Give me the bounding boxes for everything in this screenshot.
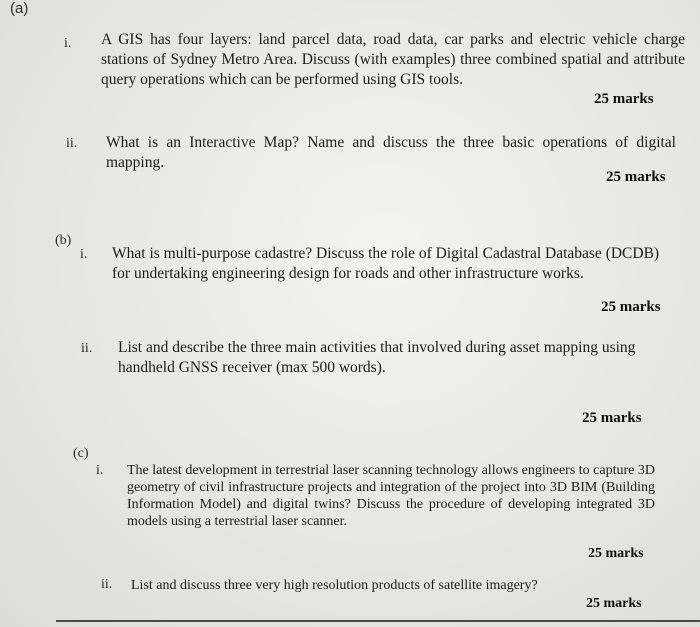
part-c-q2-marks: 25 marks: [586, 596, 642, 611]
part-b-q1-number: i.: [80, 247, 88, 262]
part-c-q1-text: The latest development in terrestrial laser scanning technology allows engineers to capture 3D geometry of civil infrastructure projects and integration of the project into 3D BIM (Building Information Model) and digital twins? Discuss the procedure of developing integrated 3D models using a terrestrial laser scanner.: [127, 463, 655, 529]
part-c-q1-marks: 25 marks: [588, 546, 644, 561]
part-a-q2-marks: 25 marks: [606, 169, 666, 185]
part-b-q1-marks: 25 marks: [601, 299, 661, 315]
part-b-q1-text: What is multi-purpose cadastre? Discuss the role of Digital Cadastral Database (DCDB) for undertaking engineering design for roads and other infrastructure works.: [112, 245, 660, 282]
part-c-q2-number: ii.: [101, 577, 113, 592]
part-b-q2-text: List and describe the three main activities that involved during asset mapping using handheld GNSS receiver (max 500 words).: [118, 339, 636, 376]
part-a-q1-marks: 25 marks: [594, 91, 654, 107]
part-c-q1-number: i.: [96, 463, 104, 478]
part-b-q2-number: ii.: [81, 341, 93, 356]
part-b-label: (b): [55, 233, 72, 248]
part-c-label: (c): [73, 446, 89, 461]
part-a-q2-number: ii.: [66, 136, 78, 151]
part-b-q2-marks: 25 marks: [582, 410, 642, 426]
part-c-q2-text: List and discuss three very high resolution products of satellite imagery?: [131, 578, 538, 593]
part-a-q1-text: A GIS has four layers: land parcel data, road data, car parks and electric vehicle charge stations of Sydney Metro Area. Discuss (with examples) three combined spatial and attribute query operations which can be performed using GIS tools.: [101, 31, 685, 88]
part-a-q2-text: What is an Interactive Map? Name and discuss the three basic operations of digital mapping.: [106, 134, 676, 171]
part-a-label: (a): [10, 0, 29, 17]
bottom-divider: [56, 620, 700, 622]
part-a-q1-number: i.: [64, 36, 72, 51]
